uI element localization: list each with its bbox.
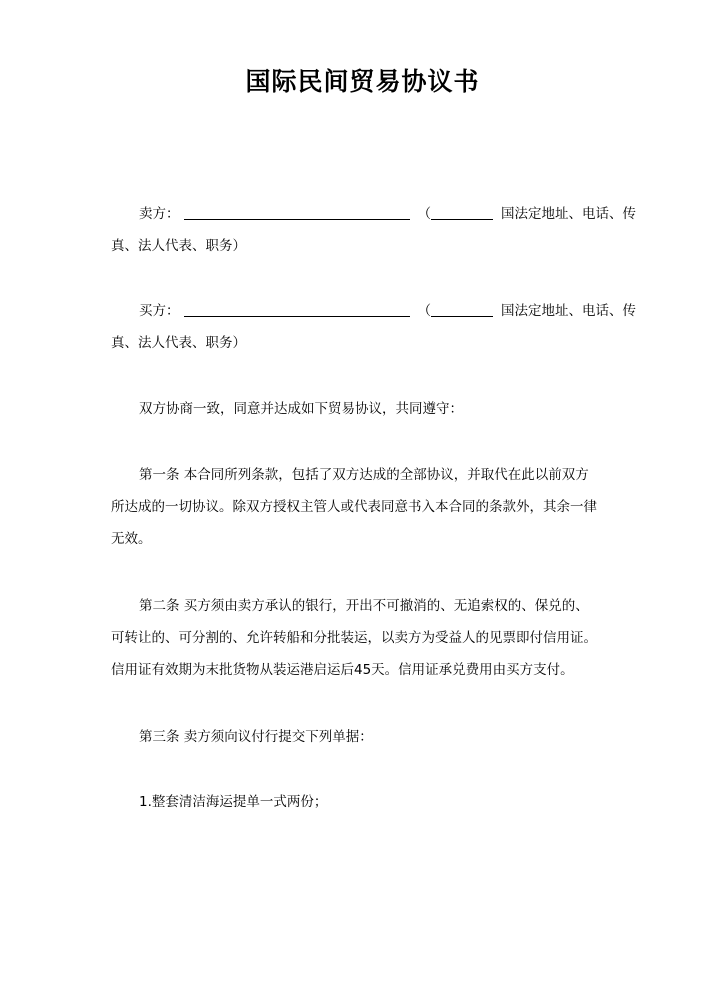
- seller-line-1: [111, 198, 641, 230]
- seller-paren: （: [417, 206, 431, 222]
- intro-paragraph: [111, 393, 641, 425]
- item-1-text: 1.整套清洁海运提单一式两份；: [139, 794, 328, 810]
- article-2-line-1: 第二条 买方须由卖方承认的银行，开出不可撤消的、无追索权的、保兑的、: [139, 598, 589, 614]
- seller-label: 卖方：: [139, 206, 180, 222]
- article-1-line-3: 无效。: [111, 531, 152, 547]
- buyer-note-1: 国法定地址、电话、传: [501, 303, 636, 319]
- buyer-paren: （: [417, 303, 431, 319]
- article-3-text: 第三条 卖方须向议付行提交下列单据：: [139, 729, 373, 745]
- article-2: [111, 590, 641, 686]
- article-1: [111, 459, 641, 555]
- buyer-label: 买方：: [139, 303, 180, 319]
- seller-clause: [111, 198, 641, 262]
- article-3: [111, 721, 641, 753]
- buyer-note-2: 真、法人代表、职务）: [111, 335, 246, 351]
- seller-country-blank[interactable]: [431, 205, 493, 220]
- seller-note-1: 国法定地址、电话、传: [501, 206, 636, 222]
- article-1-line-2: 所达成的一切协议。除双方授权主管人或代表同意书入本合同的条款外，其余一律: [111, 499, 597, 515]
- item-1: [111, 786, 641, 818]
- article-2-line-2: 可转让的、可分割的、允许转船和分批装运，以卖方为受益人的见票即付信用证。: [111, 630, 597, 646]
- buyer-clause: [111, 295, 641, 359]
- buyer-line-1: [111, 295, 641, 327]
- buyer-name-blank[interactable]: [184, 302, 410, 317]
- buyer-country-blank[interactable]: [431, 302, 493, 317]
- seller-name-blank[interactable]: [184, 205, 410, 220]
- article-2-line-3: 信用证有效期为末批货物从装运港启运后45天。信用证承兑费用由买方支付。: [111, 662, 574, 678]
- seller-note-2: 真、法人代表、职务）: [111, 238, 246, 254]
- intro-text: 双方协商一致，同意并达成如下贸易协议，共同遵守：: [139, 401, 463, 417]
- article-1-line-1: 第一条 本合同所列条款，包括了双方达成的全部协议，并取代在此以前双方: [139, 467, 589, 483]
- document-title: 国际民间贸易协议书: [245, 67, 480, 96]
